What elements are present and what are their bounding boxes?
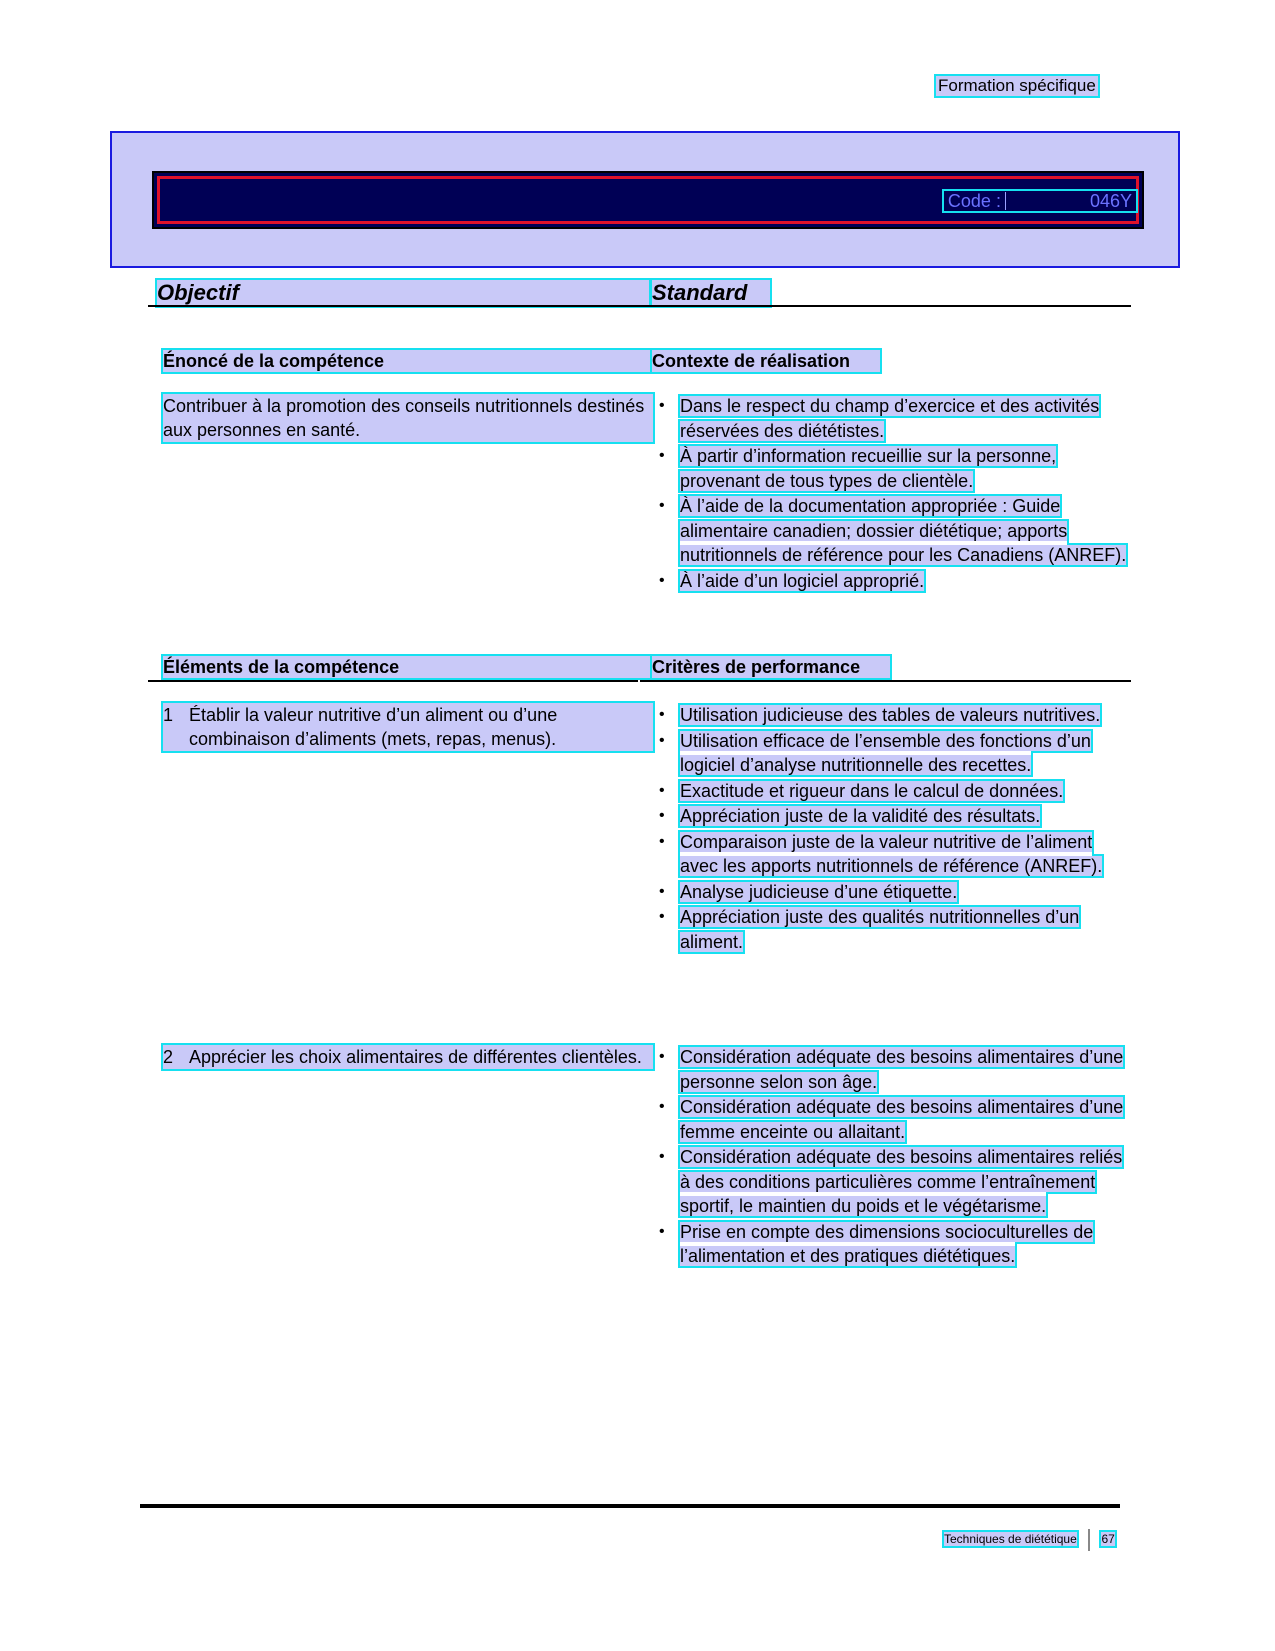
element-text: Établir la valeur nutritive d’un aliment ou d’une combinaison d’aliments (mets, repas, menus).	[189, 705, 558, 749]
list-item	[658, 703, 1128, 728]
elements-rule-left	[148, 680, 638, 682]
list-item	[658, 394, 1128, 443]
criterion: Utilisation judicieuse des tables de valeurs nutritives.	[680, 705, 1101, 725]
objective-heading: Objectif	[157, 280, 649, 306]
bullet-icon: •	[659, 731, 665, 749]
list-item	[658, 1045, 1128, 1094]
criterion: Appréciation juste des qualités nutritionnelles d’un aliment.	[680, 907, 1080, 952]
footer-separator	[1088, 1529, 1090, 1551]
page-number: 67	[1101, 1532, 1115, 1547]
list-item	[658, 905, 1128, 954]
code-value: 046Y	[1089, 190, 1132, 211]
list-item	[658, 494, 1128, 568]
standard-heading: Standard	[652, 280, 770, 306]
list-item	[658, 1145, 1128, 1219]
bullet-icon: •	[659, 571, 665, 589]
bullet-icon: •	[659, 807, 665, 824]
title-bar	[152, 171, 1144, 229]
bullet-icon: •	[659, 1148, 665, 1165]
list-item	[658, 830, 1128, 879]
bullet-icon: •	[659, 781, 665, 799]
bullet-icon: •	[659, 1222, 665, 1240]
criterion: Comparaison juste de la valeur nutritive de l’aliment avec les apports nutritionnels de référence (ANREF).	[680, 831, 1103, 876]
competency-heading: Énoncé de la compétence	[163, 350, 653, 372]
competency-text: Contribuer à la promotion des conseils nutritionnels destinés aux personnes en santé.	[163, 394, 653, 442]
bullet-icon: •	[659, 447, 665, 464]
criteria-list	[658, 1045, 1128, 1270]
bullet-icon: •	[659, 1048, 665, 1065]
title-banner	[110, 131, 1180, 268]
list-item	[658, 779, 1128, 804]
list-item	[658, 444, 1128, 493]
criterion: Prise en compte des dimensions socioculturelles de l’alimentation et des pratiques diététiques.	[680, 1221, 1094, 1266]
bullet-icon: •	[659, 908, 665, 925]
context-item: À l’aide de la documentation appropriée : Guide alimentaire canadien; dossier diététique; apports nutritionnels de référence pour les Canadiens (ANREF).	[680, 496, 1127, 565]
criterion: Considération adéquate des besoins alimentaires d’une personne selon son âge.	[680, 1047, 1124, 1092]
elements-heading: Éléments de la compétence	[163, 656, 653, 678]
elements-rule-right	[640, 680, 1131, 682]
list-item	[658, 1095, 1128, 1144]
footer-program: Techniques de diététique	[944, 1532, 1077, 1547]
element-text: Apprécier les choix alimentaires de différentes clientèles.	[189, 1047, 642, 1067]
criterion: Exactitude et rigueur dans le calcul de données.	[680, 780, 1064, 801]
bullet-icon: •	[659, 882, 665, 900]
element-item	[163, 1045, 653, 1069]
code-label: Code :	[947, 190, 1001, 211]
bullet-icon: •	[659, 1098, 665, 1115]
bullet-icon: •	[659, 397, 665, 414]
bullet-icon: •	[659, 497, 665, 514]
bullet-icon: •	[659, 706, 665, 723]
element-number: 2	[163, 1047, 174, 1067]
element-item	[163, 703, 653, 751]
criterion: Appréciation juste de la validité des résultats.	[680, 806, 1041, 826]
list-item	[658, 569, 1128, 594]
code-box	[944, 191, 1136, 211]
code-separator	[1005, 192, 1038, 210]
criteria-list	[658, 703, 1128, 955]
list-item	[658, 729, 1128, 778]
criteria-heading: Critères de performance	[652, 656, 890, 678]
list-item	[658, 1220, 1128, 1269]
context-item: Dans le respect du champ d’exercice et des activités réservées des diététistes.	[680, 396, 1100, 441]
context-list	[658, 394, 1128, 594]
footer	[944, 1529, 1115, 1551]
section-label: Formation spécifique	[938, 76, 1096, 95]
context-item: À l’aide d’un logiciel approprié.	[680, 570, 925, 591]
list-item	[658, 804, 1128, 829]
context-item: À partir d’information recueillie sur la personne, provenant de tous types de clientèle.	[680, 446, 1057, 491]
header-rule	[148, 305, 1131, 307]
criterion: Analyse judicieuse d’une étiquette.	[680, 881, 958, 902]
list-item	[658, 880, 1128, 905]
criterion: Considération adéquate des besoins alimentaires reliés à des conditions particulières comme l’entraînement sportif, le maintien du poids et le végétarisme.	[680, 1147, 1123, 1216]
footer-rule	[140, 1504, 1120, 1508]
element-number: 1	[163, 705, 174, 725]
criterion: Considération adéquate des besoins alimentaires d’une femme enceinte ou allaitant.	[680, 1097, 1124, 1142]
criterion: Utilisation efficace de l’ensemble des fonctions d’un logiciel d’analyse nutritionnelle des recettes.	[680, 730, 1091, 775]
bullet-icon: •	[659, 832, 665, 850]
context-heading: Contexte de réalisation	[652, 350, 880, 372]
